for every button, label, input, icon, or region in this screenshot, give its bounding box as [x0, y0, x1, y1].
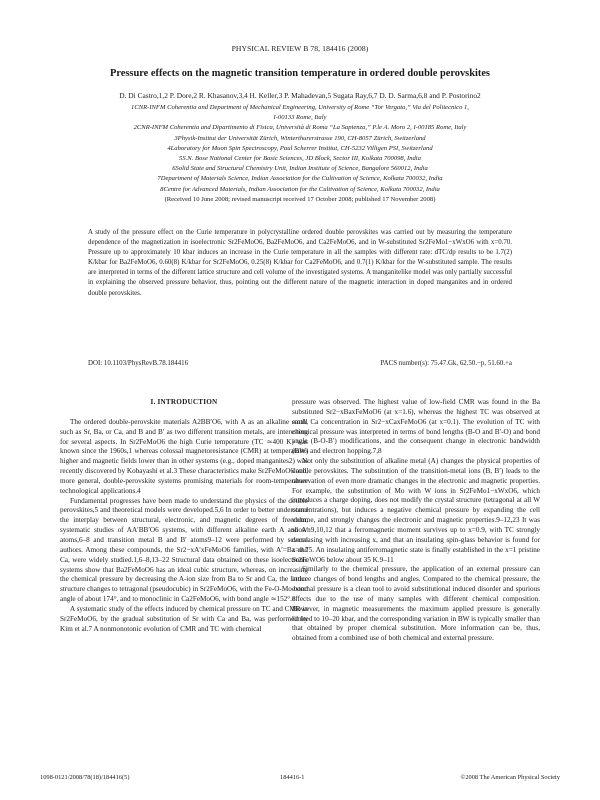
affiliation-1a: 1CNR-INFM Coherentia and Department of Mechanical Engineering, University of Rome “Tor Vergata,” Via del Politecnico 1,	[131, 104, 469, 111]
affiliation-8: 8Centre for Advanced Materials, Indian Association for the Cultivation of Science, Kolkata 700032, India	[160, 185, 440, 193]
right-paragraph-2: Not only the substitution of alkaline metal (A) changes the physical properties of double perovskites. The substitution of the transition-metal ions (B, B′) leads to the observation of even more dramatic changes in the electronic and magnetic properties. For example, the substitution of Mo with W ions in Sr2FeMo1−xWxO6, which introduces a charge doping, does not modify the crystal structure (tetragonal at all W concentrations), but induces a negative chemical pressure by expanding the cell volume, and strongly changes the electronic and magnetic properties.9–12,23 It was shown9,10,12 that a ferromagnetic moment survives up to x=0.9, with TC strongly decreasing with increasing x, and that an insulating spin-glass behavior is found for x>0.75. An insulating antiferromagnetic state is finally established in the x=1 pristine Sr2FeWO6 below about 35 K.9–11	[292, 457, 540, 564]
abstract: A study of the pressure effect on the Curie temperature in polycrystalline ordered double perovskites was carried out by measuring the temperature dependence of the magnetization in isoelectronic Sr2FeMoO6, Ba2FeMoO6, and Ca2FeMoO6, and in W-substituted Sr2FeMo1−xWxO6 with x=0.70. Pressure up to approximately 10 kbar induces an increase in the Curie temperature in all the samples with different rate: dTC/dp results to be 1.7(2) K/kbar for Ba2FeMoO6, 0.60(8) K/kbar for Sr2FeMoO6, 0.25(8) K/kbar for Ca2FeMoO6, and 0.7(1) K/kbar for the W-substituted sample. The results are interpreted in terms of the different lattice structure and cell volume of the investigated systems. A manganitelike model was only partially successful in explaining the observed pressure behavior, thus, pointing out the different nature of the magnetic interaction in doped manganites and in ordered double perovskites.	[88, 229, 512, 297]
received-dates: (Received 10 June 2008; revised manuscript received 17 October 2008; published 17 November 2008)	[164, 195, 436, 203]
doi-link[interactable]: DOI: 10.1103/PhysRevB.78.184416	[88, 360, 189, 367]
right-paragraph-1: pressure was observed. The highest value of low-field CMR was found in the Ba substituted Sr2−xBaxFeMoO6 (at x=1.6), whereas the highest TC was observed at small Ca concentration in Sr2−xCaxFeMoO6 (at x=0.1). The evolution of TC with chemical pressure was interpreted in terms of bond lengths (B-O and B′-O) and bond angle (B-O-B′) modifications, and the consequent change in electronic bandwidth (BW) and electron hopping.7,8	[292, 398, 540, 456]
affiliation-3: 3Physik-Institut der Universität Zürich, Winterthurerstrasse 190, CH-8057 Zürich, Switzerland	[174, 134, 426, 142]
right-paragraph-3: Similarly to the chemical pressure, the application of an external pressure can induce changes of bond lengths and angles. Compared to the chemical pressure, the external pressure is a clean tool to avoid substitutional induced disorder and spurious effects due to the use of many samples with different chemical composition. However, in magnetic measurements the maximum applied pressure is generally limited to 10–20 kbar, and the corresponding variation in BW is typically smaller than that obtained by proper chemical substitution. More information can be, thus, obtained from a combined use of both chemical and external pressure.	[292, 565, 540, 643]
doi-pacs-line	[88, 360, 512, 367]
left-column	[60, 398, 308, 634]
section-heading: I. INTRODUCTION	[150, 398, 218, 406]
footer-issn: 1098-0121/2008/78(18)/184416(5)	[40, 774, 130, 781]
affiliation-1b: I-00133 Rome, Italy	[273, 114, 327, 122]
affiliation-6: 6Solid State and Structural Chemistry Unit, Indian Institute of Science, Bangalore 560012, India	[172, 165, 428, 173]
footer-copyright: ©2008 The American Physical Society	[460, 774, 560, 781]
affiliation-7: 7Department of Materials Science, Indian Association for the Cultivation of Science, Kolkata 700032, India	[157, 175, 443, 183]
author-list: D. Di Castro,1,2 P. Dore,2 R. Khasanov,3,4 H. Keller,3 P. Mahadevan,5 Sugata Ray,6,7 D. D. Sarma,6,8 and P. Postorino2	[119, 91, 481, 100]
affiliation-4: 4Laboratory for Muon Spin Spectroscopy, Paul Scherrer Institut, CH-5232 Villigen PSI, Switzerland	[167, 144, 433, 152]
affiliation-2: 2CNR-INFM Coherentia and Dipartimento di Fisica, Università di Roma “La Sapienza,” P.le A. Moro 2, I-00185 Rome, Italy	[133, 124, 467, 132]
left-paragraph-2: Fundamental progresses have been made to understand the physics of the double perovskites,5 and theoretical models were developed.5,6 In order to better understand the interplay between structural, electronic, and magnetic degrees of freedom, systematic studies of AA′BB′O6 systems, with different alkaline earth A and A′ atoms,6–8 and transition metal B and B′ atoms9–12 were performed by several authors. Among these compounds, the Sr2−xA′xFeMoO6 families, with A′=Ba and Ca, were widely studied.1,6–8,13–22 Structural data obtained on these isoelectronic systems show that Ba2FeMoO6 has an ideal cubic structure, whereas, on increasing the chemical pressure by decreasing the A-ion size from Ba to Sr and Ca, the lattice structure changes to tetragonal (pseudocubic) in Sr2FeMoO6, with the Fe-O-Mo bond angle of about 174°, and to monoclinic in Ca2FeMoO6, with bond angle ≃152°.8	[60, 496, 308, 604]
paper-title: Pressure effects on the magnetic transition temperature in ordered double perovskites	[110, 68, 490, 79]
right-column	[292, 398, 540, 644]
left-paragraph-3: A systematic study of the effects induced by chemical pressure on TC and CMR in Sr2FeMoO6, by the gradual substitution of Sr with Ca and Ba, was performed by Kim et al.7 A nonmonotonic evolution of CMR and TC with chemical	[60, 604, 308, 633]
affiliation-5: 5S.N. Bose National Center for Basic Sciences, JD Block, Sector III, Kolkata 700098, India	[179, 155, 421, 163]
left-paragraph-1: The ordered double-perovskite materials A2BB′O6, with A as an alkaline earth, such as Sr, Ba, or Ca, and B and B′ as two different transition metals, are interesting for several aspects. In Sr2FeMoO6 the high Curie temperature (TC ≃400 K) was known since the 1960s,1 whereas colossal magnetoresistance (CMR) at temperatures higher and magnetic fields lower than in other systems (e.g., doped manganites2) was recently discovered by Kobayashi et al.3 These characteristics make Sr2FeMoO6 and, more general, double-perovskite systems promising materials for room-temperature technological applications.4	[60, 417, 308, 495]
pacs-numbers: PACS number(s): 75.47.Gk, 62.50.−p, 51.60.+a	[380, 360, 512, 367]
journal-header: PHYSICAL REVIEW B 78, 184416 (2008)	[231, 44, 369, 53]
footer-page-number: 184416-1	[280, 774, 305, 781]
affiliation-block	[36, 103, 564, 205]
